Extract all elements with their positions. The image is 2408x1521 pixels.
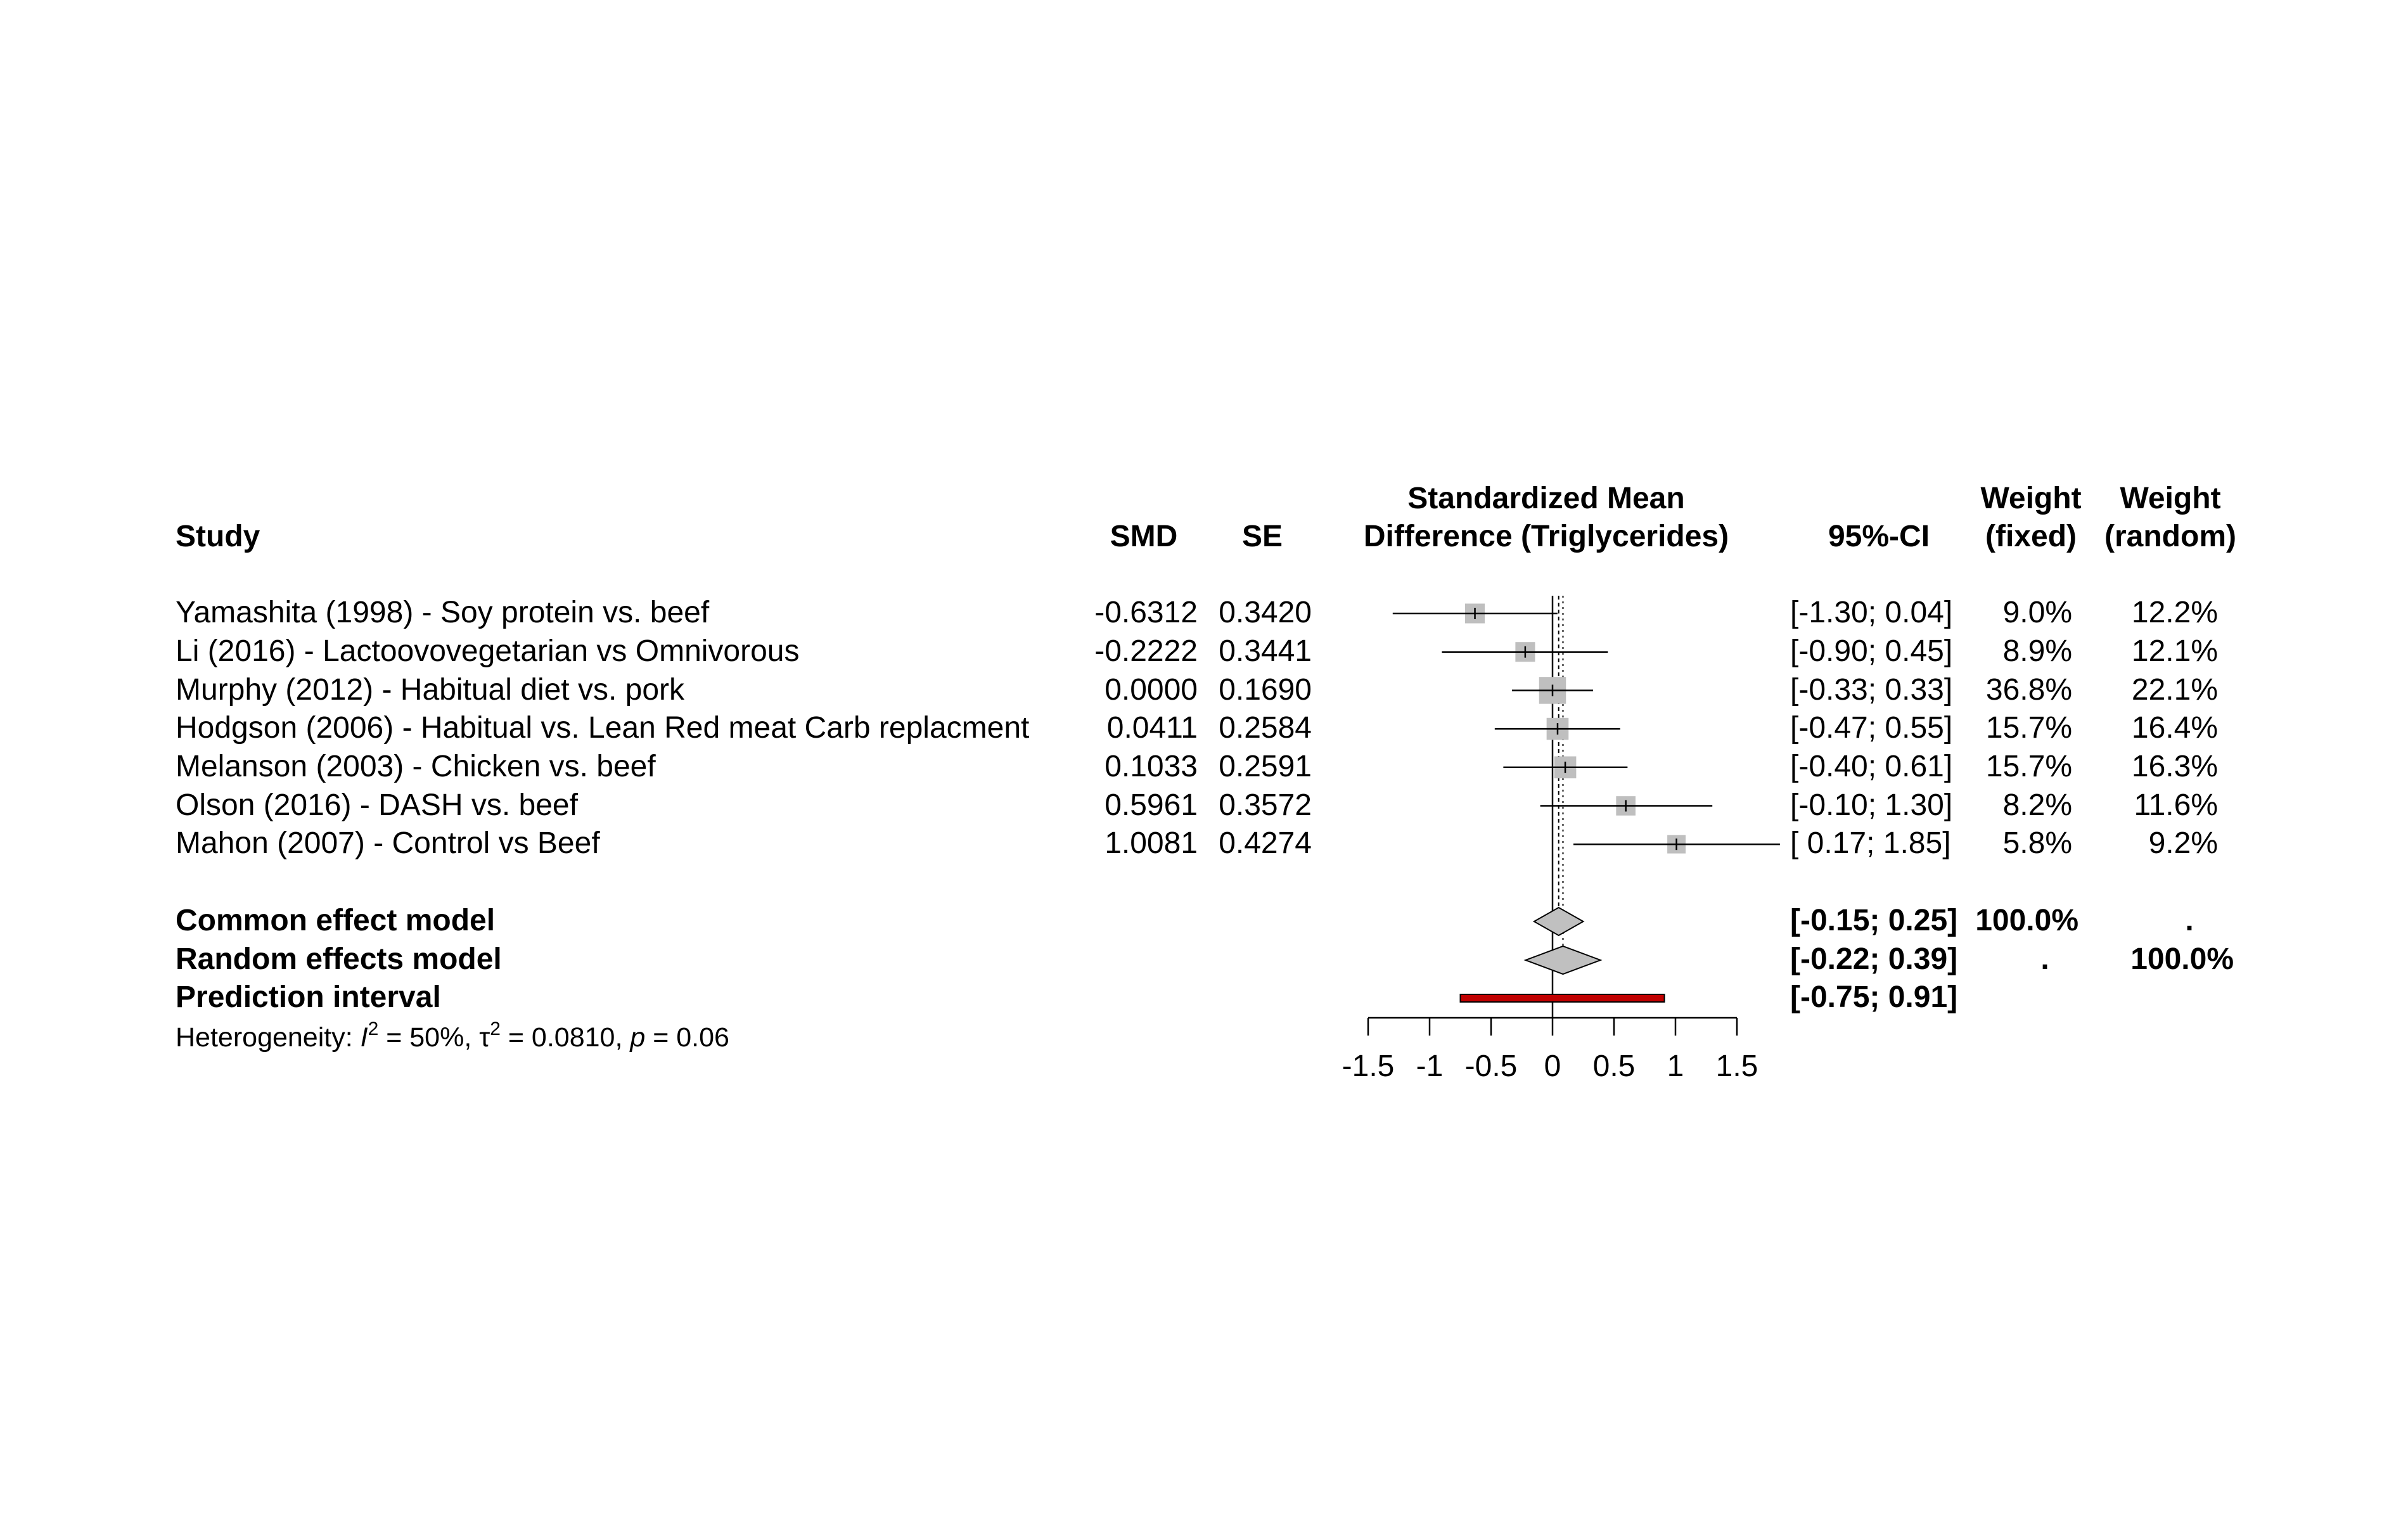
study-weight-random: 9.2%	[2148, 826, 2218, 860]
study-label: Hodgson (2006) - Habitual vs. Lean Red meat Carb replacment	[176, 711, 1030, 745]
random-effects-row	[176, 942, 2234, 976]
study-smd: -0.6312	[1094, 596, 1198, 629]
random-effects-weight-fixed: .	[2040, 942, 2049, 976]
study-weight-random: 16.3%	[2131, 750, 2218, 783]
study-weight-fixed: 8.2%	[2002, 788, 2072, 822]
study-label: Yamashita (1998) - Soy protein vs. beef	[176, 596, 710, 629]
study-weight-fixed: 15.7%	[1985, 750, 2072, 783]
study-label: Olson (2016) - DASH vs. beef	[176, 788, 578, 822]
p-symbol: p	[630, 1022, 646, 1053]
study-row	[176, 788, 2218, 822]
x-axis-tick-label: -1.5	[1342, 1049, 1395, 1083]
x-axis-tick-label: -1	[1416, 1049, 1444, 1083]
forest-marks	[1342, 596, 1780, 1083]
study-ci: [-0.33; 0.33]	[1790, 673, 1953, 707]
study-label: Melanson (2003) - Chicken vs. beef	[176, 750, 656, 783]
study-smd: 0.0000	[1105, 673, 1198, 707]
study-ci: [-0.40; 0.61]	[1790, 750, 1953, 783]
header-effect-line2: Difference (Triglycerides)	[1363, 520, 1729, 553]
heterogeneity-prefix: Heterogeneity:	[176, 1022, 361, 1053]
heterogeneity-text	[176, 1018, 729, 1053]
study-ci: [ 0.17; 1.85]	[1790, 826, 1951, 860]
study-row	[176, 750, 2218, 783]
study-weight-random: 22.1%	[2131, 673, 2218, 707]
study-ci: [-0.90; 0.45]	[1790, 634, 1953, 668]
header-weight-random-line2: (random)	[2104, 520, 2236, 553]
common-effect-ci: [-0.15; 0.25]	[1790, 904, 1958, 937]
study-smd: -0.2222	[1094, 634, 1198, 668]
common-effect-diamond	[1534, 908, 1584, 935]
study-weight-fixed: 5.8%	[2002, 826, 2072, 860]
header-weight-fixed-line2: (fixed)	[1985, 520, 2077, 553]
header-se: SE	[1241, 520, 1283, 553]
column-headers	[176, 482, 2236, 553]
study-weight-random: 16.4%	[2131, 711, 2218, 745]
header-study: Study	[176, 520, 260, 553]
i2-value: = 50%,	[378, 1022, 480, 1053]
study-row	[176, 673, 2218, 707]
header-weight-fixed-line1: Weight	[1980, 482, 2082, 515]
study-weight-fixed: 8.9%	[2002, 634, 2072, 668]
study-ci: [-0.10; 1.30]	[1790, 788, 1953, 822]
x-axis-tick-label: 0	[1544, 1049, 1561, 1083]
i2-superscript: 2	[368, 1018, 379, 1039]
study-weight-fixed: 9.0%	[2002, 596, 2072, 629]
x-axis-tick-label: 0.5	[1592, 1049, 1636, 1083]
study-label: Murphy (2012) - Habitual diet vs. pork	[176, 673, 685, 707]
study-se: 0.4274	[1219, 826, 1312, 860]
study-se: 0.2591	[1219, 750, 1312, 783]
study-smd: 0.0411	[1106, 711, 1198, 745]
random-effects-label: Random effects model	[176, 942, 502, 976]
common-effect-weight-fixed: 100.0%	[1975, 904, 2078, 937]
study-se: 0.3572	[1219, 788, 1312, 822]
study-row	[176, 711, 2218, 745]
study-ci: [-0.47; 0.55]	[1790, 711, 1953, 745]
random-effects-weight-random: 100.0%	[2130, 942, 2234, 976]
study-se: 0.3420	[1219, 596, 1312, 629]
p-value: = 0.06	[645, 1022, 729, 1053]
prediction-interval-row	[176, 980, 1957, 1014]
x-axis-tick-label: -0.5	[1464, 1049, 1518, 1083]
header-weight-random-line1: Weight	[2120, 482, 2221, 515]
study-weight-random: 11.6%	[2134, 788, 2218, 822]
study-weight-random: 12.2%	[2131, 596, 2218, 629]
study-label: Li (2016) - Lactoovovegetarian vs Omnivorous	[176, 634, 800, 668]
study-weight-fixed: 36.8%	[1985, 673, 2072, 707]
study-label: Mahon (2007) - Control vs Beef	[176, 826, 600, 860]
random-effects-ci: [-0.22; 0.39]	[1790, 942, 1958, 976]
study-weight-fixed: 15.7%	[1985, 711, 2072, 745]
study-weight-random: 12.1%	[2131, 634, 2218, 668]
study-smd: 0.1033	[1105, 750, 1198, 783]
tau2-value: = 0.0810,	[500, 1022, 631, 1053]
summary-rows	[176, 904, 2234, 1053]
common-effect-row	[176, 904, 2194, 937]
prediction-interval-bar	[1461, 994, 1665, 1002]
header-ci: 95%-CI	[1828, 520, 1930, 553]
study-row	[176, 634, 2218, 668]
study-smd: 1.0081	[1105, 826, 1198, 860]
common-effect-weight-random: .	[2185, 904, 2194, 937]
study-row	[176, 596, 2218, 629]
header-smd: SMD	[1110, 520, 1178, 553]
tau2-superscript: 2	[490, 1018, 501, 1039]
prediction-interval-label: Prediction interval	[176, 980, 441, 1014]
tau2-symbol: τ	[479, 1022, 490, 1053]
x-axis-tick-label: 1	[1667, 1049, 1684, 1083]
study-ci: [-1.30; 0.04]	[1790, 596, 1953, 629]
header-effect-line1: Standardized Mean	[1407, 482, 1685, 515]
study-se: 0.1690	[1219, 673, 1312, 707]
study-row	[176, 826, 2218, 860]
x-axis-tick-label: 1.5	[1715, 1049, 1758, 1083]
study-se: 0.3441	[1219, 634, 1312, 668]
random-effects-diamond	[1525, 946, 1600, 974]
study-se: 0.2584	[1219, 711, 1312, 745]
common-effect-label: Common effect model	[176, 904, 496, 937]
study-smd: 0.5961	[1105, 788, 1198, 822]
study-rows	[176, 596, 2218, 860]
i2-symbol: I	[360, 1022, 368, 1053]
prediction-interval-ci: [-0.75; 0.91]	[1790, 980, 1958, 1014]
